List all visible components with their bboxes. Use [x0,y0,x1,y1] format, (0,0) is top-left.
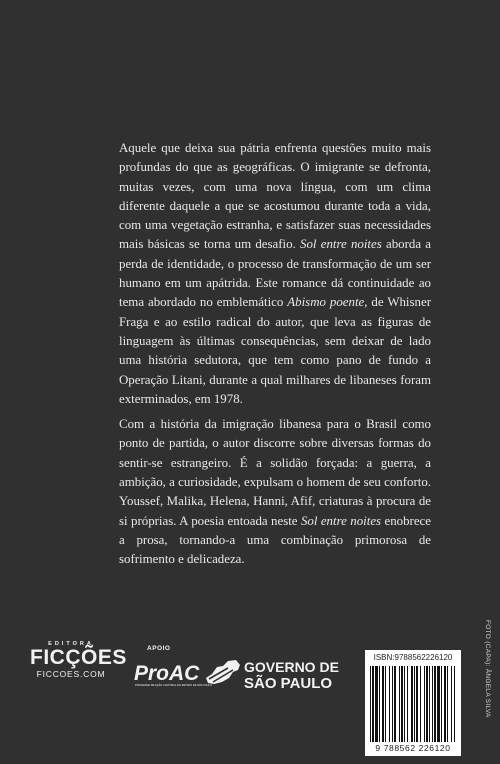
government-line-1: GOVERNO DE [244,659,339,675]
government-logo [204,657,344,691]
back-cover-blurb [119,139,431,570]
publisher-name: FICÇÕES [30,646,127,669]
blurb-paragraph-1 [119,139,431,409]
support-label: APOIO [147,645,171,652]
publisher-logo [30,641,127,689]
book-title: Sol entre noites [300,237,382,252]
blurb-text: enobrece a prosa, tornando-a uma combinação primorosa de sofrimento e delicadeza. [119,513,431,567]
blurb-text: , de Whisner Fraga e ao estilo radical do autor, que leva as figuras de linguagem às últimas consequências, sem deixar de lado uma história sedutora, que tem como pano de fundo a Operação Litani, durante a qual milhares de libaneses foram exterminados, em 1978. [119,295,431,406]
publisher-label: EDITORA [48,641,94,647]
proac-logo [132,655,213,693]
isbn-label: ISBN:9788562226120 [373,653,453,662]
blurb-text: Com a história da imigração libanesa para o Brasil como ponto de partida, o autor discorre sobre diversas formas do sentir-se estrangeiro. É a solidão forçada: a guerra, a ambição, a curiosidade, expulsam o homem de seu conforto. Youssef, Malika, Helena, Hanni, Afif, criaturas à procura de si próprias. A poesia entoada neste [119,417,431,528]
sao-paulo-map-icon [206,660,240,684]
isbn-barcode [365,650,461,756]
publisher-url: FICCOES.COM [36,669,106,679]
photo-credit: FOTO (CAPA): ÂNGELA SILVA [484,620,491,718]
barcode-icon [369,666,457,742]
proac-name: ProAC [134,662,200,685]
proac-subtitle: PROGRAMA DE AÇÃO CULTURAL DO ESTADO DE SÃO PAULO [135,684,213,687]
government-line-2: SÃO PAULO [244,675,333,692]
previous-book-title: Abismo poente [287,295,365,310]
book-title: Sol entre noites [300,513,382,528]
blurb-paragraph-2 [119,415,431,569]
blurb-text: aborda a perda de identidade, o processo de transformação de um ser humano em um apátrida. Este romance dá continuidade ao tema abordado no emblemático [119,237,431,310]
blurb-text: Aquele que deixa sua pátria enfrenta questões muito mais profundas do que as geográficas. O imigrante se defronta, muitas vezes, com uma nova língua, com um clima diferente daquele a que se acostumou durante toda a vida, com uma vegetação estranha, e satisfazer suas necessidades mais básicas se torna um desafio. [119,141,431,252]
barcode-digits: 9 788562 226120 [375,743,451,753]
